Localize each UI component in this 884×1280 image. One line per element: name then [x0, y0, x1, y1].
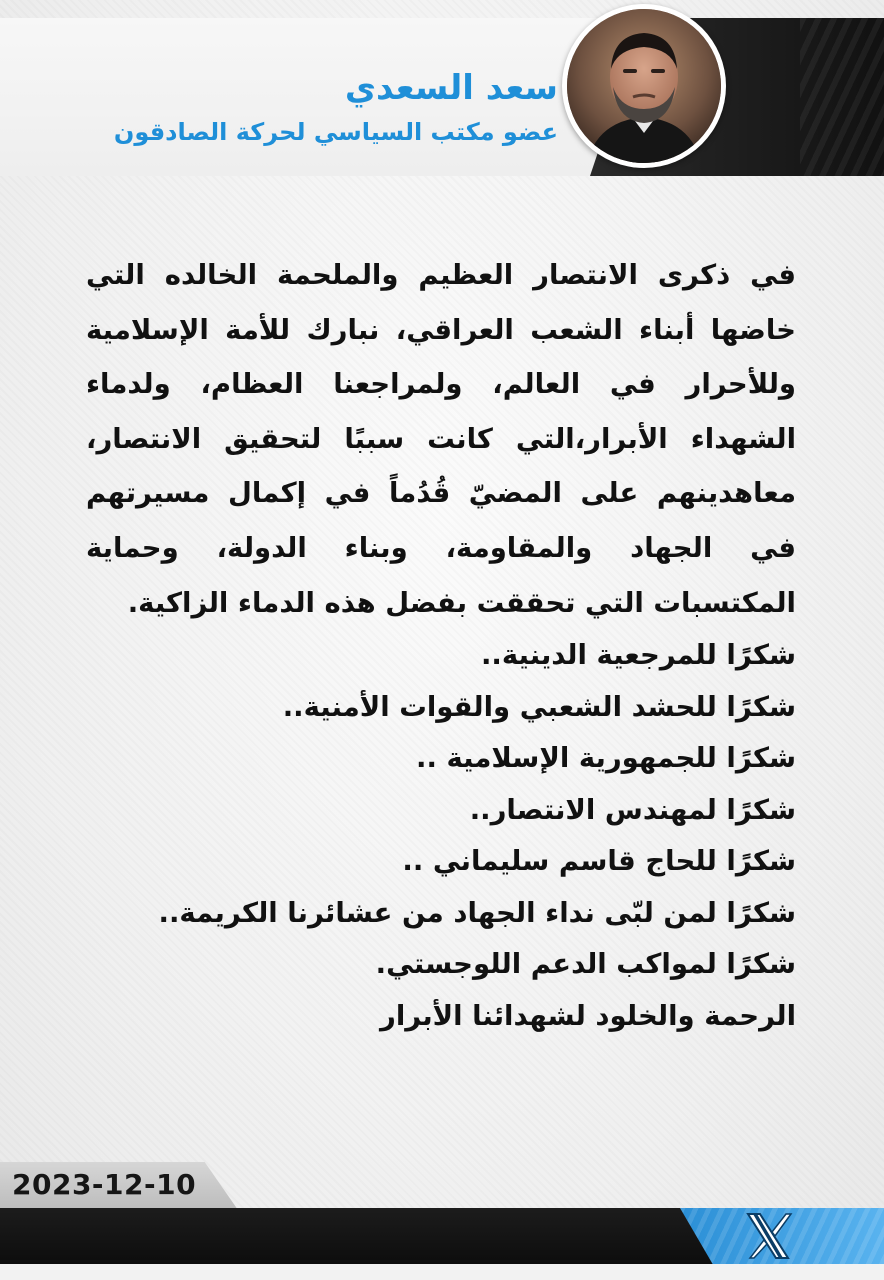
- bottom-margin: [0, 1264, 884, 1280]
- thanks-line: شكرًا لمن لبّى نداء الجهاد من عشائرنا الكريمة..: [158, 896, 796, 929]
- thanks-line: شكرًا لمواكب الدعم اللوجستي.: [375, 948, 796, 981]
- statement-body: [86, 248, 796, 1163]
- speaker-name: سعد السعدي: [344, 68, 558, 108]
- header-stripes: [800, 18, 884, 176]
- statement-paragraph: في ذكرى الانتصار العظيم والملحمة الخالده التي خاضها أبناء الشعب العراقي، نبارك للأمة الإسلامية وللأحرار في العالم، ولمراجعنا العظام، ولدماء الشهداء الأبرار،التي كانت سببًا لتحقيق الانتصار، معاهدينهم على المضيّ قُدُماً في إكمال مسيرتهم في الجهاد والمقاومة، وبناء الدولة، وحماية المكتسبات التي تحققت بفضل هذه الدماء الزاكية.: [86, 259, 796, 619]
- avatar-photo: [567, 9, 721, 163]
- thanks-line: شكرًا للمرجعية الدينية..: [480, 639, 796, 672]
- thanks-line: شكرًا لمهندس الانتصار..: [469, 793, 796, 826]
- closing-line: الرحمة والخلود لشهدائنا الأبرار: [379, 999, 796, 1032]
- x-logo-icon: [742, 1210, 794, 1262]
- thanks-line: شكرًا للحشد الشعبي والقوات الأمنية..: [282, 690, 796, 723]
- speaker-role: عضو مكتب السياسي لحركة الصادقون: [113, 118, 558, 146]
- avatar: [562, 4, 726, 168]
- thanks-line: شكرًا للحاج قاسم سليماني ..: [402, 845, 796, 878]
- thanks-line: شكرًا للجمهورية الإسلامية ..: [416, 742, 796, 775]
- avatar-portrait-icon: [567, 9, 721, 163]
- post-date: 2023-12-10: [12, 1168, 197, 1201]
